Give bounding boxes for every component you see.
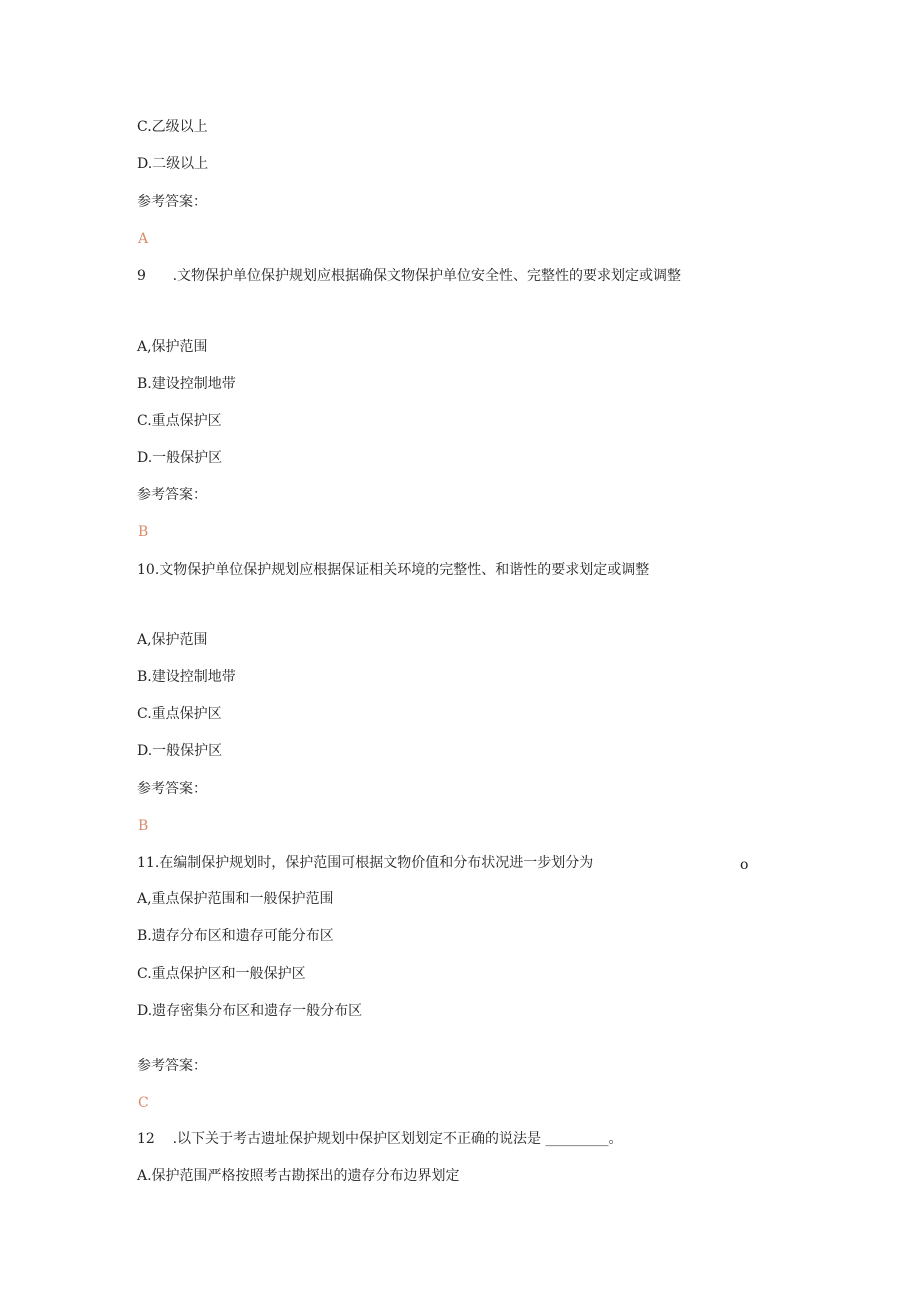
q9-option-a: A,保护范围 [137, 339, 208, 355]
q10-answer: B [138, 818, 149, 834]
q10-option-c: C.重点保护区 [137, 706, 222, 722]
q12-option-a: A.保护范围严格按照考古勘探出的遗存分布边界划定 [137, 1168, 460, 1184]
q8-answer-label: 参考答案： [137, 194, 207, 210]
q9-option-b: B.建设控制地带 [137, 376, 236, 392]
q11-option-a: A,重点保护范围和一般保护范围 [137, 891, 334, 907]
q11-option-d: D.遗存密集分布区和遗存一般分布区 [137, 1003, 363, 1019]
q9-answer: B [138, 524, 149, 540]
q9-answer-label: 参考答案： [137, 487, 207, 503]
q11-question-tail: o [740, 857, 749, 873]
q9-question: 9 .文物保护单位保护规划应根据确保文物保护单位安全性、完整性的要求划定或调整 [137, 268, 682, 284]
q11-question: 11.在编制保护规划时，保护范围可根据文物价值和分布状况进一步划分为 [137, 855, 594, 871]
q8-option-c: C.乙级以上 [137, 119, 208, 135]
q12-question: 12 .以下关于考古遗址保护规划中保护区划划定不正确的说法是 _________。 [137, 1131, 623, 1147]
q10-option-a: A,保护范围 [137, 632, 208, 648]
q10-option-b: B.建设控制地带 [137, 669, 236, 685]
q11-option-b: B.遗存分布区和遗存可能分布区 [137, 928, 334, 944]
q9-option-d: D.一般保护区 [137, 450, 223, 466]
q8-option-d: D.二级以上 [137, 156, 209, 172]
q10-question: 10.文物保护单位保护规划应根据保证相关环境的完整性、和谐性的要求划定或调整 [137, 562, 650, 578]
q10-answer-label: 参考答案： [137, 781, 207, 797]
q11-answer-label: 参考答案： [137, 1058, 207, 1074]
q11-answer: C [138, 1095, 149, 1111]
q11-option-c: C.重点保护区和一般保护区 [137, 966, 306, 982]
q9-option-c: C.重点保护区 [137, 413, 222, 429]
q8-answer: A [138, 231, 149, 247]
q10-option-d: D.一般保护区 [137, 743, 223, 759]
